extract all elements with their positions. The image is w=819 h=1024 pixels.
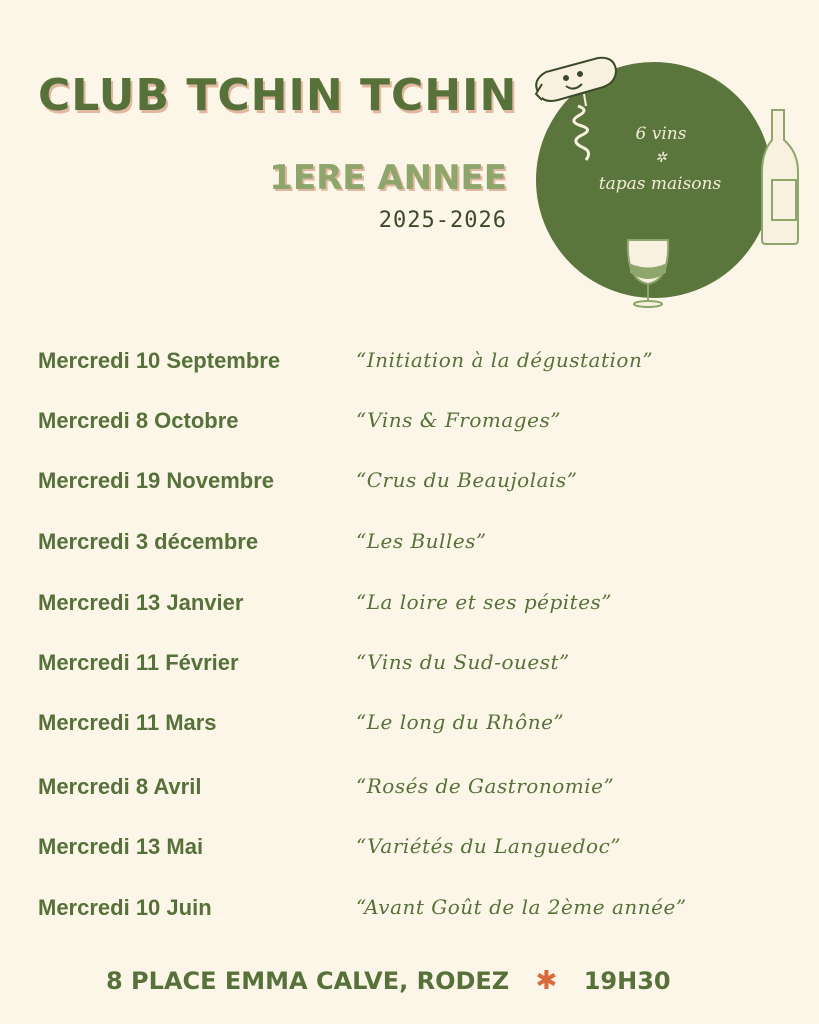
info-badge <box>528 40 808 320</box>
schedule-row <box>38 521 808 561</box>
event-date: Mercredi 3 décembre <box>38 529 259 554</box>
badge-separator-icon: ✲ <box>655 150 667 166</box>
event-theme: “Vins du Sud-ouest” <box>356 650 570 674</box>
schedule-row <box>38 826 808 866</box>
page-subtitle: 1ERE ANNEE <box>269 158 507 198</box>
schedule-row <box>38 460 808 500</box>
event-theme: “Variétés du Languedoc” <box>356 834 622 858</box>
event-theme: “Rosés de Gastronomie” <box>356 774 615 798</box>
event-date: Mercredi 11 Février <box>38 650 239 675</box>
star-separator-icon: ✱ <box>535 966 558 996</box>
schedule-row <box>38 340 808 380</box>
wine-bottle-icon <box>762 110 798 244</box>
event-date: Mercredi 8 Avril <box>38 774 202 799</box>
event-date: Mercredi 13 Mai <box>38 834 204 859</box>
venue-footer <box>106 966 671 996</box>
schedule-row <box>38 582 808 622</box>
event-theme: “Crus du Beaujolais” <box>356 468 578 492</box>
schedule-row <box>38 642 808 682</box>
event-date: Mercredi 19 Novembre <box>38 468 274 493</box>
badge-line-tapas: tapas maisons <box>598 174 722 194</box>
badge-line-wines: 6 vins <box>635 124 687 144</box>
event-theme: “Le long du Rhône” <box>356 710 565 734</box>
event-date: Mercredi 10 Septembre <box>38 348 281 373</box>
schedule-row <box>38 400 808 440</box>
event-theme: “La loire et ses pépites” <box>356 590 613 614</box>
event-date: Mercredi 10 Juin <box>38 895 212 920</box>
event-theme: “Initiation à la dégustation” <box>356 348 654 372</box>
schedule-row <box>38 766 808 806</box>
event-date: Mercredi 8 Octobre <box>38 408 239 433</box>
venue-address: 8 PLACE EMMA CALVE, RODEZ <box>106 967 510 995</box>
page-title: CLUB TCHIN TCHIN <box>38 70 518 121</box>
event-date: Mercredi 13 Janvier <box>38 590 244 615</box>
event-date: Mercredi 11 Mars <box>38 710 217 735</box>
event-time: 19H30 <box>583 967 671 995</box>
event-theme: “Vins & Fromages” <box>356 408 561 432</box>
schedule-row <box>38 887 808 927</box>
event-theme: “Les Bulles” <box>356 529 487 553</box>
schedule-row <box>38 702 808 742</box>
event-theme: “Avant Goût de la 2ème année” <box>356 895 687 919</box>
season-years: 2025-2026 <box>378 208 507 233</box>
